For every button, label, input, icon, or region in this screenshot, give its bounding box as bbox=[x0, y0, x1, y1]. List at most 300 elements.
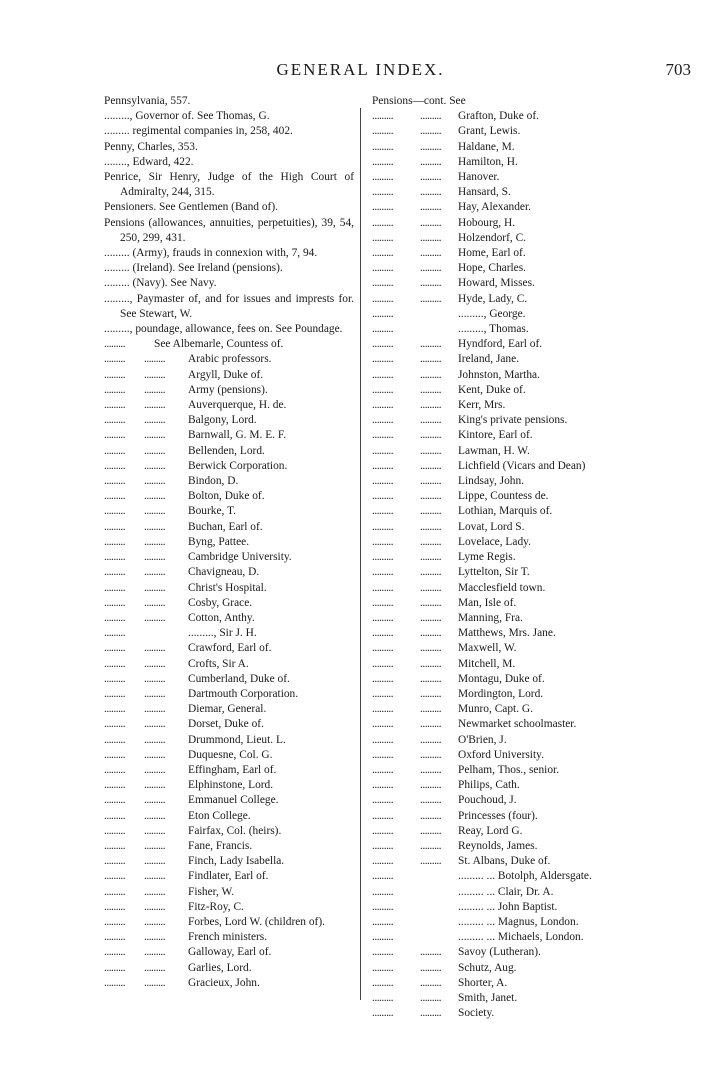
leader-dots: ......... bbox=[372, 900, 394, 913]
index-entry-text: Pouchoud, J. bbox=[458, 794, 517, 807]
leader-dots: ......... bbox=[372, 611, 394, 624]
leader-dots: ......... bbox=[372, 323, 394, 336]
leader-dots: ......... bbox=[420, 991, 442, 1004]
index-entry-text: Chavigneau, D. bbox=[188, 566, 260, 579]
leader-dots: ......... bbox=[372, 277, 394, 290]
index-entry bbox=[104, 474, 354, 489]
index-entry bbox=[104, 976, 354, 991]
leader-dots: ......... bbox=[104, 444, 126, 457]
leader-dots: ......... bbox=[420, 429, 442, 442]
index-entry bbox=[104, 352, 354, 367]
leader-dots: ......... bbox=[144, 824, 166, 837]
index-entry-text: Effingham, Earl of. bbox=[188, 763, 277, 776]
index-entry-text: See Albemarle, Countess of. bbox=[154, 338, 284, 351]
index-entry-text: Shorter, A. bbox=[458, 976, 508, 989]
leader-dots: ......... bbox=[104, 611, 126, 624]
index-entry bbox=[104, 733, 354, 748]
index-entry bbox=[104, 611, 354, 626]
leader-dots: ......... bbox=[104, 900, 126, 913]
leader-dots: ......... bbox=[104, 961, 126, 974]
index-entry-text: Pennsylvania, 557. bbox=[104, 95, 191, 107]
index-entry-text: Hay, Alexander. bbox=[458, 201, 531, 214]
leader-dots: ......... bbox=[104, 839, 126, 852]
leader-dots: ......... bbox=[104, 353, 126, 366]
index-entry-text: Lovat, Lord S. bbox=[458, 520, 525, 533]
leader-dots: ......... bbox=[420, 703, 442, 716]
index-entry-text: Munro, Capt. G. bbox=[458, 703, 533, 716]
leader-dots: ......... bbox=[372, 535, 394, 548]
leader-dots: ......... bbox=[144, 383, 166, 396]
index-entry-text: Home, Earl of. bbox=[458, 247, 526, 260]
index-entry bbox=[372, 444, 640, 459]
index-entry bbox=[104, 748, 354, 763]
leader-dots: ......... bbox=[144, 475, 166, 488]
leader-dots: ......... bbox=[420, 171, 442, 184]
index-entry-text: Reay, Lord G. bbox=[458, 824, 523, 837]
index-entry-text: Berwick Corporation. bbox=[188, 459, 288, 472]
index-entry bbox=[104, 276, 354, 291]
index-entry bbox=[372, 246, 640, 261]
index-entry-text: Crofts, Sir A. bbox=[188, 657, 249, 670]
leader-dots: ......... bbox=[420, 216, 442, 229]
index-entry-text: Pensions (allowances, annuities, perpetuities), 39, 54, 250, 299, 431. bbox=[104, 216, 354, 244]
index-entry bbox=[104, 322, 354, 337]
leader-dots: ......... bbox=[372, 155, 394, 168]
leader-dots: ......... bbox=[372, 459, 394, 472]
index-entry bbox=[372, 991, 640, 1006]
index-entry-text: Bourke, T. bbox=[188, 505, 236, 518]
leader-dots: ......... bbox=[372, 292, 394, 305]
index-entry bbox=[104, 596, 354, 611]
index-entry-text: ......... ... Magnus, London. bbox=[458, 915, 579, 928]
index-entry-text: Smith, Janet. bbox=[458, 991, 518, 1004]
index-entry bbox=[372, 428, 640, 443]
index-entry bbox=[104, 641, 354, 656]
leader-dots: ......... bbox=[372, 247, 394, 260]
leader-dots: ......... bbox=[144, 566, 166, 579]
index-entry-text: Mitchell, M. bbox=[458, 657, 516, 670]
leader-dots: ......... bbox=[372, 642, 394, 655]
index-entry bbox=[372, 200, 640, 215]
index-entry bbox=[104, 961, 354, 976]
index-entry bbox=[372, 383, 640, 398]
leader-dots: ......... bbox=[420, 186, 442, 199]
index-entry bbox=[372, 687, 640, 702]
index-entry bbox=[372, 459, 640, 474]
leader-dots: ......... bbox=[144, 763, 166, 776]
index-entry bbox=[372, 550, 640, 565]
index-entry bbox=[372, 352, 640, 367]
leader-dots: ......... bbox=[372, 262, 394, 275]
leader-dots: ......... bbox=[420, 642, 442, 655]
index-entry-text: Dartmouth Corporation. bbox=[188, 687, 299, 700]
index-entry-text: Philips, Cath. bbox=[458, 779, 520, 792]
index-entry-text: Army (pensions). bbox=[188, 383, 268, 396]
index-entry bbox=[104, 945, 354, 960]
leader-dots: ......... bbox=[420, 125, 442, 138]
leader-dots: ......... bbox=[420, 490, 442, 503]
leader-dots: ......... bbox=[144, 505, 166, 518]
index-entry-text: Balgony, Lord. bbox=[188, 414, 257, 427]
leader-dots: ......... bbox=[104, 672, 126, 685]
leader-dots: ......... bbox=[144, 748, 166, 761]
index-entry bbox=[104, 504, 354, 519]
index-entry-text: Grant, Lewis. bbox=[458, 125, 521, 138]
index-entry-text: Kerr, Mrs. bbox=[458, 399, 506, 412]
leader-dots: ......... bbox=[104, 338, 126, 351]
index-entry bbox=[372, 885, 640, 900]
index-entry-text: Kent, Duke of. bbox=[458, 383, 526, 396]
leader-dots: ......... bbox=[144, 900, 166, 913]
leader-dots: ......... bbox=[144, 809, 166, 822]
leader-dots: ......... bbox=[420, 946, 442, 959]
index-entry-text: Mordington, Lord. bbox=[458, 687, 544, 700]
index-entry-text: Grafton, Duke of. bbox=[458, 110, 539, 123]
index-entry bbox=[104, 413, 354, 428]
index-entry-text: Cumberland, Duke of. bbox=[188, 672, 290, 685]
index-entry-text: Hope, Charles. bbox=[458, 262, 527, 275]
index-entry bbox=[372, 733, 640, 748]
leader-dots: ......... bbox=[372, 490, 394, 503]
index-entry bbox=[104, 915, 354, 930]
leader-dots: ......... bbox=[104, 703, 126, 716]
leader-dots: ......... bbox=[420, 748, 442, 761]
index-entry-text: Lothian, Marquis of. bbox=[458, 505, 553, 518]
index-entry bbox=[372, 504, 640, 519]
leader-dots: ......... bbox=[372, 596, 394, 609]
index-entry-text: Cambridge University. bbox=[188, 551, 292, 564]
leader-dots: ......... bbox=[420, 733, 442, 746]
index-entry-text: Hansard, S. bbox=[458, 186, 511, 199]
leader-dots: ......... bbox=[372, 520, 394, 533]
index-entry bbox=[104, 170, 354, 200]
index-entry bbox=[372, 368, 640, 383]
leader-dots: ......... bbox=[420, 399, 442, 412]
running-title: GENERAL INDEX. bbox=[276, 60, 445, 79]
index-entry-text: Lippe, Countess de. bbox=[458, 490, 549, 503]
index-entry-text: Reynolds, James. bbox=[458, 839, 538, 852]
leader-dots: ......... bbox=[104, 718, 126, 731]
leader-dots: ......... bbox=[372, 1007, 394, 1020]
leader-dots: ......... bbox=[104, 490, 126, 503]
leader-dots: ......... bbox=[372, 216, 394, 229]
index-entry-text: Drummond, Lieut. L. bbox=[188, 733, 286, 746]
index-entry-text: Eton College. bbox=[188, 809, 251, 822]
leader-dots: ......... bbox=[372, 201, 394, 214]
index-entry bbox=[372, 216, 640, 231]
index-entry bbox=[104, 444, 354, 459]
leader-dots: ......... bbox=[104, 535, 126, 548]
leader-dots: ......... bbox=[420, 672, 442, 685]
leader-dots: ......... bbox=[420, 779, 442, 792]
index-entry-text: ........., Sir J. H. bbox=[188, 627, 257, 640]
index-entry-text: Lyttelton, Sir T. bbox=[458, 566, 530, 579]
index-entry-text: Hyde, Lady, C. bbox=[458, 292, 528, 305]
leader-dots: ......... bbox=[104, 429, 126, 442]
index-entry-text: Fairfax, Col. (heirs). bbox=[188, 824, 282, 837]
leader-dots: ......... bbox=[144, 429, 166, 442]
index-entry bbox=[104, 216, 354, 246]
leader-dots: ......... bbox=[420, 855, 442, 868]
index-entry bbox=[372, 793, 640, 808]
index-entry-text: Penny, Charles, 353. bbox=[104, 140, 198, 153]
leader-dots: ......... bbox=[420, 976, 442, 989]
index-entry-text: Emmanuel College. bbox=[188, 794, 279, 807]
index-entry-text: Matthews, Mrs. Jane. bbox=[458, 627, 556, 640]
leader-dots: ......... bbox=[144, 596, 166, 609]
index-entry bbox=[104, 109, 354, 124]
leader-dots: ......... bbox=[420, 459, 442, 472]
index-entry bbox=[372, 535, 640, 550]
leader-dots: ......... bbox=[144, 368, 166, 381]
index-column-right bbox=[372, 94, 640, 1021]
leader-dots: ......... bbox=[420, 475, 442, 488]
index-entry bbox=[104, 687, 354, 702]
leader-dots: ......... bbox=[104, 414, 126, 427]
leader-dots: ......... bbox=[144, 870, 166, 883]
index-entry-text: Man, Isle of. bbox=[458, 596, 517, 609]
leader-dots: ......... bbox=[104, 855, 126, 868]
index-entry bbox=[372, 809, 640, 824]
leader-dots: ......... bbox=[104, 566, 126, 579]
leader-dots: ......... bbox=[420, 763, 442, 776]
leader-dots: ......... bbox=[372, 931, 394, 944]
index-entry-text: Kintore, Earl of. bbox=[458, 429, 533, 442]
leader-dots: ......... bbox=[372, 125, 394, 138]
index-entry bbox=[372, 763, 640, 778]
index-entry-text: Lindsay, John. bbox=[458, 475, 525, 488]
leader-dots: ......... bbox=[104, 399, 126, 412]
index-entry-text: Schutz, Aug. bbox=[458, 961, 517, 974]
index-entry-text: Montagu, Duke of. bbox=[458, 672, 545, 685]
leader-dots: ......... bbox=[104, 520, 126, 533]
leader-dots: ......... bbox=[372, 110, 394, 123]
index-entry-text: ........., Governor of. See Thomas, G. bbox=[104, 110, 270, 123]
leader-dots: ......... bbox=[372, 748, 394, 761]
index-entry bbox=[104, 717, 354, 732]
index-entry bbox=[104, 383, 354, 398]
leader-dots: ......... bbox=[420, 444, 442, 457]
leader-dots: ......... bbox=[420, 353, 442, 366]
leader-dots: ......... bbox=[420, 718, 442, 731]
index-entry bbox=[104, 778, 354, 793]
leader-dots: ......... bbox=[372, 824, 394, 837]
index-entry bbox=[372, 915, 640, 930]
index-entry-text: Pensions—cont. See bbox=[372, 95, 466, 107]
index-entry-text: ......... (Army), frauds in connexion with, 7, 94. bbox=[104, 247, 318, 260]
index-entry-text: Bellenden, Lord. bbox=[188, 444, 265, 457]
index-entry-text: Hamilton, H. bbox=[458, 155, 518, 168]
index-entry bbox=[372, 520, 640, 535]
index-entry bbox=[372, 748, 640, 763]
index-entry bbox=[104, 124, 354, 139]
leader-dots: ......... bbox=[372, 809, 394, 822]
index-entry bbox=[104, 702, 354, 717]
index-entry-text: Garlies, Lord. bbox=[188, 961, 252, 974]
leader-dots: ......... bbox=[372, 794, 394, 807]
leader-dots: ......... bbox=[420, 657, 442, 670]
index-entry-text: Barnwall, G. M. E. F. bbox=[188, 429, 287, 442]
index-entry bbox=[104, 854, 354, 869]
index-entry bbox=[372, 140, 640, 155]
index-entry bbox=[372, 124, 640, 139]
index-entry-text: ......... ... Botolph, Aldersgate. bbox=[458, 870, 592, 883]
index-entry bbox=[104, 459, 354, 474]
index-entry-text: Savoy (Lutheran). bbox=[458, 946, 541, 959]
leader-dots: ......... bbox=[144, 535, 166, 548]
index-entry bbox=[372, 626, 640, 641]
leader-dots: ......... bbox=[144, 794, 166, 807]
leader-dots: ......... bbox=[144, 642, 166, 655]
index-entry-text: Hanover. bbox=[458, 171, 500, 184]
index-entry-text: O'Brien, J. bbox=[458, 733, 507, 746]
leader-dots: ......... bbox=[144, 961, 166, 974]
index-entry bbox=[104, 581, 354, 596]
leader-dots: ......... bbox=[420, 551, 442, 564]
leader-dots: ......... bbox=[144, 611, 166, 624]
index-entry bbox=[372, 292, 640, 307]
index-entry-text: ........., George. bbox=[458, 307, 526, 320]
index-entry-text: Fisher, W. bbox=[188, 885, 235, 898]
index-entry bbox=[104, 565, 354, 580]
leader-dots: ......... bbox=[372, 915, 394, 928]
index-entry-text: Lichfield (Vicars and Dean) bbox=[458, 459, 586, 472]
leader-dots: ......... bbox=[144, 718, 166, 731]
leader-dots: ......... bbox=[420, 824, 442, 837]
index-entry bbox=[372, 854, 640, 869]
leader-dots: ......... bbox=[104, 642, 126, 655]
index-entry-text: Auverquerque, H. de. bbox=[188, 399, 287, 412]
leader-dots: ......... bbox=[420, 247, 442, 260]
leader-dots: ......... bbox=[420, 809, 442, 822]
leader-dots: ......... bbox=[144, 414, 166, 427]
index-entry-text: ......... (Navy). See Navy. bbox=[104, 277, 217, 290]
index-entry bbox=[372, 900, 640, 915]
index-entry bbox=[372, 322, 640, 337]
leader-dots: ......... bbox=[372, 353, 394, 366]
index-entry bbox=[372, 839, 640, 854]
leader-dots: ......... bbox=[104, 870, 126, 883]
leader-dots: ......... bbox=[372, 718, 394, 731]
page-header bbox=[0, 60, 721, 86]
leader-dots: ......... bbox=[372, 733, 394, 746]
leader-dots: ......... bbox=[104, 794, 126, 807]
leader-dots: ......... bbox=[420, 566, 442, 579]
index-entry-text: ......... (Ireland). See Ireland (pensions). bbox=[104, 262, 283, 275]
index-entry-text: ........., Paymaster of, and for issues and imprests for. See Stewart, W. bbox=[104, 292, 354, 320]
index-entry-text: Newmarket schoolmaster. bbox=[458, 718, 577, 731]
index-entry bbox=[104, 368, 354, 383]
index-entry bbox=[104, 930, 354, 945]
index-entry bbox=[104, 869, 354, 884]
leader-dots: ......... bbox=[104, 581, 126, 594]
leader-dots: ......... bbox=[372, 946, 394, 959]
leader-dots: ......... bbox=[144, 839, 166, 852]
leader-dots: ......... bbox=[104, 459, 126, 472]
index-entry-text: Howard, Misses. bbox=[458, 277, 535, 290]
index-entry-text: Buchan, Earl of. bbox=[188, 520, 263, 533]
index-entry-text: Cosby, Grace. bbox=[188, 596, 253, 609]
leader-dots: ......... bbox=[372, 855, 394, 868]
leader-dots: ......... bbox=[144, 551, 166, 564]
index-entry-text: Bindon, D. bbox=[188, 475, 239, 488]
index-entry-text: ......... regimental companies in, 258, 402. bbox=[104, 125, 293, 138]
index-entry bbox=[372, 611, 640, 626]
index-entry-text: Byng, Pattee. bbox=[188, 535, 250, 548]
index-entry-text: Pelham, Thos., senior. bbox=[458, 763, 560, 776]
index-entry bbox=[372, 930, 640, 945]
index-entry-text: Macclesfield town. bbox=[458, 581, 546, 594]
leader-dots: ......... bbox=[372, 186, 394, 199]
leader-dots: ......... bbox=[372, 338, 394, 351]
leader-dots: ......... bbox=[420, 794, 442, 807]
index-entry bbox=[372, 945, 640, 960]
index-entry-text: Galloway, Earl of. bbox=[188, 946, 272, 959]
leader-dots: ......... bbox=[144, 459, 166, 472]
leader-dots: ......... bbox=[104, 368, 126, 381]
leader-dots: ......... bbox=[372, 961, 394, 974]
leader-dots: ......... bbox=[372, 885, 394, 898]
leader-dots: ......... bbox=[372, 429, 394, 442]
index-entry-text: Lawman, H. W. bbox=[458, 444, 530, 457]
leader-dots: ......... bbox=[420, 687, 442, 700]
leader-dots: ......... bbox=[144, 490, 166, 503]
index-entry bbox=[372, 565, 640, 580]
index-entry bbox=[104, 626, 354, 641]
leader-dots: ......... bbox=[372, 870, 394, 883]
leader-dots: ......... bbox=[372, 703, 394, 716]
index-entry bbox=[104, 550, 354, 565]
index-entry bbox=[372, 824, 640, 839]
column-divider bbox=[360, 108, 361, 1000]
index-entry-text: ........., Thomas. bbox=[458, 323, 529, 336]
leader-dots: ......... bbox=[104, 779, 126, 792]
leader-dots: ......... bbox=[372, 171, 394, 184]
index-entry bbox=[372, 489, 640, 504]
index-entry-text: Cotton, Anthy. bbox=[188, 611, 255, 624]
leader-dots: ......... bbox=[104, 809, 126, 822]
index-entry bbox=[372, 672, 640, 687]
leader-dots: ......... bbox=[420, 596, 442, 609]
leader-dots: ......... bbox=[372, 627, 394, 640]
leader-dots: ......... bbox=[144, 672, 166, 685]
leader-dots: ......... bbox=[420, 1007, 442, 1020]
leader-dots: ......... bbox=[420, 262, 442, 275]
leader-dots: ......... bbox=[372, 399, 394, 412]
index-entry bbox=[104, 793, 354, 808]
index-entry bbox=[104, 885, 354, 900]
index-entry-text: Maxwell, W. bbox=[458, 642, 517, 655]
index-entry bbox=[104, 337, 354, 352]
index-entry bbox=[372, 869, 640, 884]
index-entry bbox=[372, 109, 640, 124]
leader-dots: ......... bbox=[420, 110, 442, 123]
index-entry bbox=[104, 155, 354, 170]
index-entry bbox=[104, 535, 354, 550]
index-entry-text: Pensioners. See Gentlemen (Band of). bbox=[104, 201, 278, 214]
index-entry bbox=[372, 276, 640, 291]
leader-dots: ......... bbox=[420, 338, 442, 351]
index-entry-text: Lyme Regis. bbox=[458, 551, 516, 564]
leader-dots: ......... bbox=[420, 383, 442, 396]
index-entry bbox=[104, 261, 354, 276]
leader-dots: ......... bbox=[420, 961, 442, 974]
leader-dots: ......... bbox=[420, 627, 442, 640]
leader-dots: ......... bbox=[104, 551, 126, 564]
index-entry bbox=[104, 672, 354, 687]
index-entry bbox=[372, 1006, 640, 1021]
leader-dots: ......... bbox=[144, 657, 166, 670]
